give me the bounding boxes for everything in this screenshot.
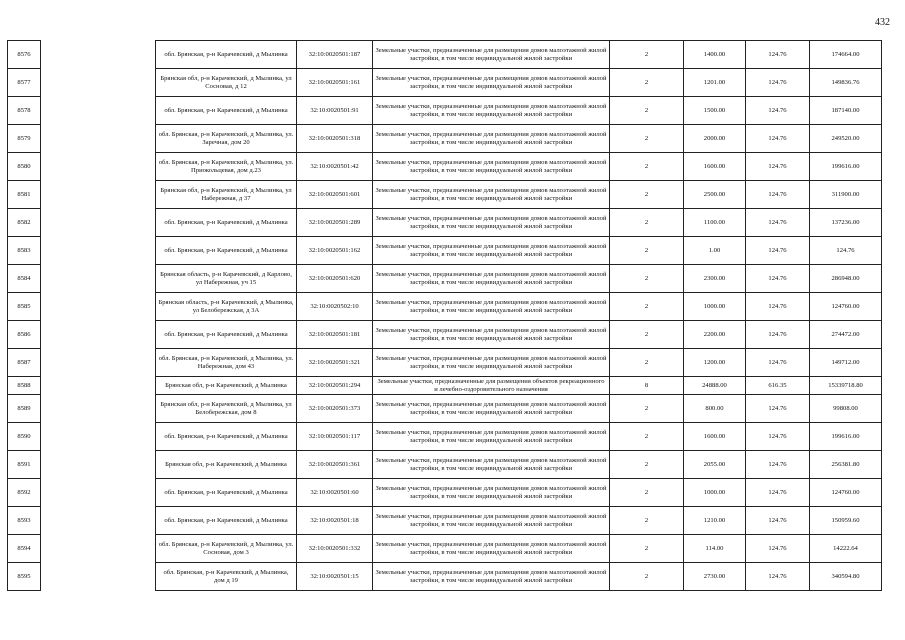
cadastral-value-cell: 149836.76 (810, 69, 882, 97)
table-row (8, 423, 882, 451)
land-category-cell: Земельные участки, предназначенные для размещения домов малоэтажной жилой застройки, в том числе индивидуальной жилой застройки (373, 349, 610, 377)
land-category-cell: Земельные участки, предназначенные для размещения домов малоэтажной жилой застройки, в том числе индивидуальной жилой застройки (373, 293, 610, 321)
cadastral-value-cell: 311900.00 (810, 181, 882, 209)
rate-cell: 124.76 (746, 69, 810, 97)
rate-cell: 124.76 (746, 237, 810, 265)
land-category-cell: Земельные участки, предназначенные для размещения домов малоэтажной жилой застройки, в том числе индивидуальной жилой застройки (373, 479, 610, 507)
land-category-cell: Земельные участки, предназначенные для размещения домов малоэтажной жилой застройки, в том числе индивидуальной жилой застройки (373, 321, 610, 349)
address-cell: обл. Брянская, р-н Карачевский, д Мылинка (156, 479, 297, 507)
cadastral-number-cell: 32:10:0020502:10 (297, 293, 373, 321)
address-cell: обл. Брянская, р-н Карачевский, д Мылинка, ул. Приокольцевая, дом д.23 (156, 153, 297, 181)
table-row (8, 153, 882, 181)
cadastral-number-cell: 32:10:0020501:15 (297, 563, 373, 591)
address-cell: Брянская обл, р-н Карачевский, д Мылинка, ул Сосновая, д 12 (156, 69, 297, 97)
cadastral-value-cell: 99808.00 (810, 395, 882, 423)
rate-cell: 124.76 (746, 181, 810, 209)
table-row (8, 209, 882, 237)
spacer-cell (41, 293, 156, 321)
group-cell: 2 (610, 209, 684, 237)
table-row (8, 321, 882, 349)
table-row (8, 349, 882, 377)
spacer-cell (41, 153, 156, 181)
row-id-cell: 8589 (8, 395, 41, 423)
group-cell: 2 (610, 181, 684, 209)
group-cell: 2 (610, 97, 684, 125)
table-row (8, 479, 882, 507)
cadastral-number-cell: 32:10:0020501:181 (297, 321, 373, 349)
spacer-cell (41, 349, 156, 377)
land-category-cell: Земельные участки, предназначенные для размещения объектов рекреационного и лечебно-оздоровительного назначения (373, 377, 610, 395)
table-row (8, 69, 882, 97)
land-category-cell: Земельные участки, предназначенные для размещения домов малоэтажной жилой застройки, в том числе индивидуальной жилой застройки (373, 265, 610, 293)
group-cell: 2 (610, 563, 684, 591)
spacer-cell (41, 209, 156, 237)
land-category-cell: Земельные участки, предназначенные для размещения домов малоэтажной жилой застройки, в том числе индивидуальной жилой застройки (373, 153, 610, 181)
rate-cell: 124.76 (746, 563, 810, 591)
cadastral-value-cell: 274472.00 (810, 321, 882, 349)
land-category-cell: Земельные участки, предназначенные для размещения домов малоэтажной жилой застройки, в том числе индивидуальной жилой застройки (373, 41, 610, 69)
rate-cell: 124.76 (746, 423, 810, 451)
cadastral-number-cell: 32:10:0020501:18 (297, 507, 373, 535)
address-cell: Брянская область, р-н Карачевский, д Мылинка, ул Белобережская, д 3А (156, 293, 297, 321)
cadastral-value-cell: 174664.00 (810, 41, 882, 69)
area-cell: 1600.00 (684, 423, 746, 451)
spacer-cell (41, 97, 156, 125)
area-cell: 800.00 (684, 395, 746, 423)
area-cell: 24888.00 (684, 377, 746, 395)
cadastral-number-cell: 32:10:0020501:294 (297, 377, 373, 395)
cadastral-value-cell: 15339718.80 (810, 377, 882, 395)
area-cell: 1400.00 (684, 41, 746, 69)
cadastral-value-cell: 286948.00 (810, 265, 882, 293)
area-cell: 1200.00 (684, 349, 746, 377)
table-row (8, 41, 882, 69)
row-id-cell: 8590 (8, 423, 41, 451)
table-row (8, 265, 882, 293)
cadastral-number-cell: 32:10:0020501:60 (297, 479, 373, 507)
cadastral-number-cell: 32:10:0020501:318 (297, 125, 373, 153)
cadastral-value-cell: 150959.60 (810, 507, 882, 535)
rate-cell: 124.76 (746, 265, 810, 293)
row-id-cell: 8578 (8, 97, 41, 125)
cadastral-value-cell: 199616.00 (810, 423, 882, 451)
cadastral-number-cell: 32:10:0020501:620 (297, 265, 373, 293)
address-cell: обл. Брянская, р-н Карачевский, д Мылинка (156, 321, 297, 349)
spacer-cell (41, 265, 156, 293)
address-cell: обл. Брянская, р-н Карачевский, д Мылинка, ул. Заречная, дом 20 (156, 125, 297, 153)
table-row (8, 377, 882, 395)
spacer-cell (41, 321, 156, 349)
cadastral-number-cell: 32:10:0020501:361 (297, 451, 373, 479)
address-cell: Брянская обл, р-н Карачевский, д Мылинка (156, 377, 297, 395)
group-cell: 2 (610, 479, 684, 507)
group-cell: 8 (610, 377, 684, 395)
group-cell: 2 (610, 507, 684, 535)
land-category-cell: Земельные участки, предназначенные для размещения домов малоэтажной жилой застройки, в том числе индивидуальной жилой застройки (373, 181, 610, 209)
group-cell: 2 (610, 125, 684, 153)
row-id-cell: 8588 (8, 377, 41, 395)
cadastral-number-cell: 32:10:0020501:162 (297, 237, 373, 265)
rate-cell: 124.76 (746, 507, 810, 535)
row-id-cell: 8595 (8, 563, 41, 591)
spacer-cell (41, 69, 156, 97)
row-id-cell: 8594 (8, 535, 41, 563)
cadastral-value-table (7, 40, 882, 591)
land-category-cell: Земельные участки, предназначенные для размещения домов малоэтажной жилой застройки, в том числе индивидуальной жилой застройки (373, 423, 610, 451)
cadastral-number-cell: 32:10:0020501:289 (297, 209, 373, 237)
rate-cell: 124.76 (746, 125, 810, 153)
area-cell: 1201.00 (684, 69, 746, 97)
spacer-cell (41, 377, 156, 395)
cadastral-number-cell: 32:10:0020501:117 (297, 423, 373, 451)
group-cell: 2 (610, 293, 684, 321)
cadastral-value-cell: 124760.00 (810, 479, 882, 507)
spacer-cell (41, 451, 156, 479)
group-cell: 2 (610, 535, 684, 563)
land-category-cell: Земельные участки, предназначенные для размещения домов малоэтажной жилой застройки, в том числе индивидуальной жилой застройки (373, 69, 610, 97)
spacer-cell (41, 181, 156, 209)
land-category-cell: Земельные участки, предназначенные для размещения домов малоэтажной жилой застройки, в том числе индивидуальной жилой застройки (373, 237, 610, 265)
row-id-cell: 8577 (8, 69, 41, 97)
cadastral-number-cell: 32:10:0020501:161 (297, 69, 373, 97)
address-cell: Брянская обл, р-н Карачевский, д Мылинка, ул Белобережская, дом 8 (156, 395, 297, 423)
cadastral-value-cell: 124760.00 (810, 293, 882, 321)
rate-cell: 124.76 (746, 535, 810, 563)
rate-cell: 124.76 (746, 479, 810, 507)
spacer-cell (41, 125, 156, 153)
spacer-cell (41, 507, 156, 535)
table-row (8, 395, 882, 423)
spacer-cell (41, 41, 156, 69)
row-id-cell: 8579 (8, 125, 41, 153)
rate-cell: 124.76 (746, 451, 810, 479)
cadastral-number-cell: 32:10:0020501:91 (297, 97, 373, 125)
group-cell: 2 (610, 423, 684, 451)
table-row (8, 535, 882, 563)
rate-cell: 124.76 (746, 153, 810, 181)
group-cell: 2 (610, 349, 684, 377)
address-cell: обл. Брянская, р-н Карачевский, д Мылинка, ул. Набережная, дом 43 (156, 349, 297, 377)
area-cell: 2730.00 (684, 563, 746, 591)
spacer-cell (41, 423, 156, 451)
group-cell: 2 (610, 265, 684, 293)
address-cell: обл. Брянская, р-н Карачевский, д Мылинка, ул. Сосновая, дом 3 (156, 535, 297, 563)
area-cell: 2300.00 (684, 265, 746, 293)
area-cell: 1000.00 (684, 293, 746, 321)
rate-cell: 124.76 (746, 321, 810, 349)
row-id-cell: 8593 (8, 507, 41, 535)
table-row (8, 125, 882, 153)
rate-cell: 124.76 (746, 41, 810, 69)
cadastral-number-cell: 32:10:0020501:601 (297, 181, 373, 209)
table-row (8, 237, 882, 265)
cadastral-value-cell: 199616.00 (810, 153, 882, 181)
group-cell: 2 (610, 237, 684, 265)
cadastral-value-cell: 256381.80 (810, 451, 882, 479)
spacer-cell (41, 395, 156, 423)
land-category-cell: Земельные участки, предназначенные для размещения домов малоэтажной жилой застройки, в том числе индивидуальной жилой застройки (373, 451, 610, 479)
address-cell: Брянская обл, р-н Карачевский, д Мылинка, ул Набережная, д 37 (156, 181, 297, 209)
cadastral-number-cell: 32:10:0020501:42 (297, 153, 373, 181)
address-cell: обл. Брянская, р-н Карачевский, д Мылинка (156, 237, 297, 265)
row-id-cell: 8587 (8, 349, 41, 377)
table-row (8, 507, 882, 535)
land-category-cell: Земельные участки, предназначенные для размещения домов малоэтажной жилой застройки, в том числе индивидуальной жилой застройки (373, 209, 610, 237)
table-row (8, 181, 882, 209)
group-cell: 2 (610, 451, 684, 479)
land-category-cell: Земельные участки, предназначенные для размещения домов малоэтажной жилой застройки, в том числе индивидуальной жилой застройки (373, 535, 610, 563)
row-id-cell: 8591 (8, 451, 41, 479)
row-id-cell: 8583 (8, 237, 41, 265)
address-cell: обл. Брянская, р-н Карачевский, д Мылинка (156, 507, 297, 535)
rate-cell: 124.76 (746, 395, 810, 423)
area-cell: 1100.00 (684, 209, 746, 237)
spacer-cell (41, 563, 156, 591)
area-cell: 1210.00 (684, 507, 746, 535)
row-id-cell: 8582 (8, 209, 41, 237)
rate-cell: 124.76 (746, 97, 810, 125)
land-category-cell: Земельные участки, предназначенные для размещения домов малоэтажной жилой застройки, в том числе индивидуальной жилой застройки (373, 563, 610, 591)
area-cell: 1000.00 (684, 479, 746, 507)
group-cell: 2 (610, 69, 684, 97)
cadastral-number-cell: 32:10:0020501:187 (297, 41, 373, 69)
area-cell: 114.00 (684, 535, 746, 563)
area-cell: 2000.00 (684, 125, 746, 153)
row-id-cell: 8592 (8, 479, 41, 507)
address-cell: обл. Брянская, р-н Карачевский, д Мылинка (156, 41, 297, 69)
row-id-cell: 8586 (8, 321, 41, 349)
group-cell: 2 (610, 153, 684, 181)
table-row (8, 563, 882, 591)
spacer-cell (41, 479, 156, 507)
rate-cell: 616.35 (746, 377, 810, 395)
page-number: 432 (875, 17, 890, 28)
area-cell: 2500.00 (684, 181, 746, 209)
spacer-cell (41, 535, 156, 563)
cadastral-number-cell: 32:10:0020501:321 (297, 349, 373, 377)
cadastral-value-cell: 124.76 (810, 237, 882, 265)
address-cell: обл. Брянская, р-н Карачевский, д Мылинка (156, 97, 297, 125)
area-cell: 1500.00 (684, 97, 746, 125)
spacer-cell (41, 237, 156, 265)
cadastral-value-cell: 149712.00 (810, 349, 882, 377)
row-id-cell: 8580 (8, 153, 41, 181)
table-body (8, 41, 882, 591)
row-id-cell: 8584 (8, 265, 41, 293)
group-cell: 2 (610, 395, 684, 423)
cadastral-number-cell: 32:10:0020501:332 (297, 535, 373, 563)
address-cell: обл. Брянская, р-н Карачевский, д Мылинка (156, 209, 297, 237)
cadastral-value-cell: 340594.80 (810, 563, 882, 591)
cadastral-value-cell: 14222.64 (810, 535, 882, 563)
land-category-cell: Земельные участки, предназначенные для размещения домов малоэтажной жилой застройки, в том числе индивидуальной жилой застройки (373, 97, 610, 125)
rate-cell: 124.76 (746, 349, 810, 377)
row-id-cell: 8581 (8, 181, 41, 209)
cadastral-number-cell: 32:10:0020501:373 (297, 395, 373, 423)
address-cell: Брянская обл, р-н Карачевский, д Мылинка (156, 451, 297, 479)
land-category-cell: Земельные участки, предназначенные для размещения домов малоэтажной жилой застройки, в том числе индивидуальной жилой застройки (373, 395, 610, 423)
row-id-cell: 8576 (8, 41, 41, 69)
address-cell: обл. Брянская, р-н Карачевский, д Мылинка (156, 423, 297, 451)
rate-cell: 124.76 (746, 209, 810, 237)
land-category-cell: Земельные участки, предназначенные для размещения домов малоэтажной жилой застройки, в том числе индивидуальной жилой застройки (373, 507, 610, 535)
area-cell: 2200.00 (684, 321, 746, 349)
address-cell: обл. Брянская, р-н Карачевский, д Мылинка, дом д 19 (156, 563, 297, 591)
land-category-cell: Земельные участки, предназначенные для размещения домов малоэтажной жилой застройки, в том числе индивидуальной жилой застройки (373, 125, 610, 153)
cadastral-value-cell: 187140.00 (810, 97, 882, 125)
cadastral-value-cell: 249520.00 (810, 125, 882, 153)
group-cell: 2 (610, 321, 684, 349)
group-cell: 2 (610, 41, 684, 69)
rate-cell: 124.76 (746, 293, 810, 321)
table-row (8, 451, 882, 479)
area-cell: 2055.00 (684, 451, 746, 479)
cadastral-value-cell: 137236.00 (810, 209, 882, 237)
row-id-cell: 8585 (8, 293, 41, 321)
address-cell: Брянская область, р-н Карачевский, д Карлово, ул Набережная, уч 15 (156, 265, 297, 293)
table-row (8, 293, 882, 321)
area-cell: 1600.00 (684, 153, 746, 181)
area-cell: 1.00 (684, 237, 746, 265)
table-row (8, 97, 882, 125)
